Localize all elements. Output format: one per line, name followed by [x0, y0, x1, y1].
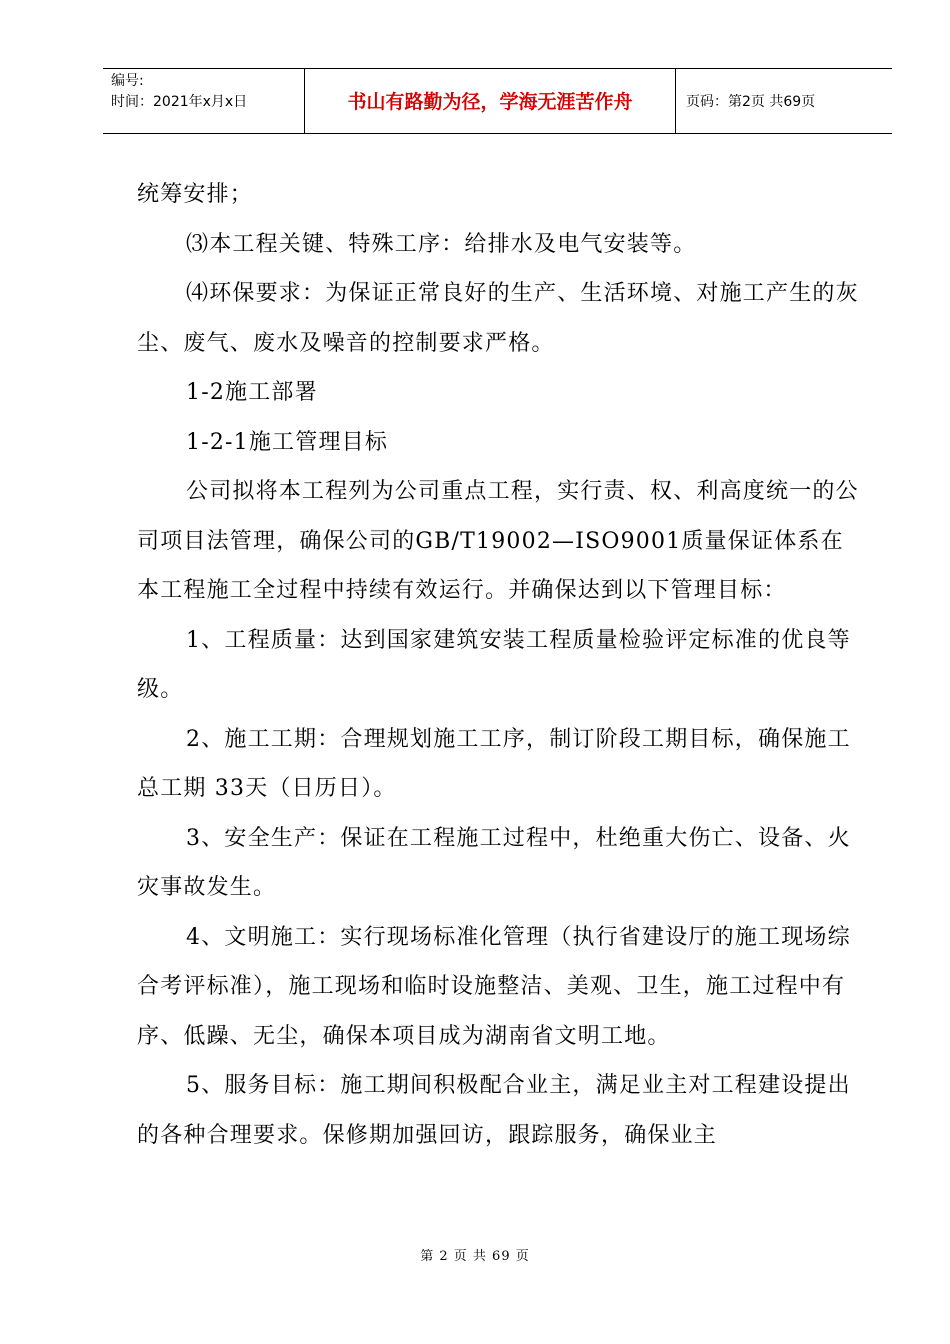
- document-body: [137, 170, 862, 1160]
- goal-item: 4、文明施工：实行现场标准化管理（执行省建设厅的施工现场综合考评标准），施工现场和临时设施整洁、美观、卫生，施工过程中有序、低躁、无尘，确保本项目成为湖南省文明工地。: [137, 924, 851, 1049]
- paragraph: ⑷环保要求：为保证正常良好的生产、生活环境、对施工产生的灰尘、废气、废水及噪音的控制要求严格。: [137, 281, 859, 356]
- header-motto: 书山有路勤为径，学海无涯苦作舟: [304, 69, 676, 133]
- section-heading: 1-2施工部署: [186, 380, 318, 405]
- header-meta: [103, 69, 304, 133]
- subsection-heading: 1-2-1施工管理目标: [186, 429, 389, 455]
- paragraph: 统筹安排；: [137, 182, 254, 207]
- paragraph: 公司拟将本工程列为公司重点工程，实行责、权、利高度统一的公司项目法管理，确保公司的GB/T19002—ISO9001质量保证体系在本工程施工全过程中持续有效运行。并确保达到以下管理目标：: [137, 479, 859, 603]
- goal-item: 5、服务目标：施工期间积极配合业主，满足业主对工程建设提出的各种合理要求。保修期加强回访，跟踪服务，确保业主: [137, 1073, 851, 1148]
- header-page-info: 页码：第2页 共69页: [686, 94, 816, 110]
- page-footer: 第 2 页 共 69 页: [420, 1249, 530, 1264]
- goal-item: 3、安全生产：保证在工程施工过程中，杜绝重大伤亡、设备、火灾事故发生。: [137, 825, 851, 900]
- goal-item: 2、施工工期：合理规划施工工序，制订阶段工期目标，确保施工总工期 33天（日历日）。: [137, 726, 851, 801]
- goal-item: 1、工程质量：达到国家建筑安装工程质量检验评定标准的优良等级。: [137, 627, 851, 702]
- document-number-label: 编号:: [111, 73, 144, 89]
- paragraph: ⑶本工程关键、特殊工序：给排水及电气安装等。: [186, 231, 697, 257]
- document-time-label: 时间：2021年x月x日: [111, 94, 248, 110]
- page-header: [103, 68, 892, 134]
